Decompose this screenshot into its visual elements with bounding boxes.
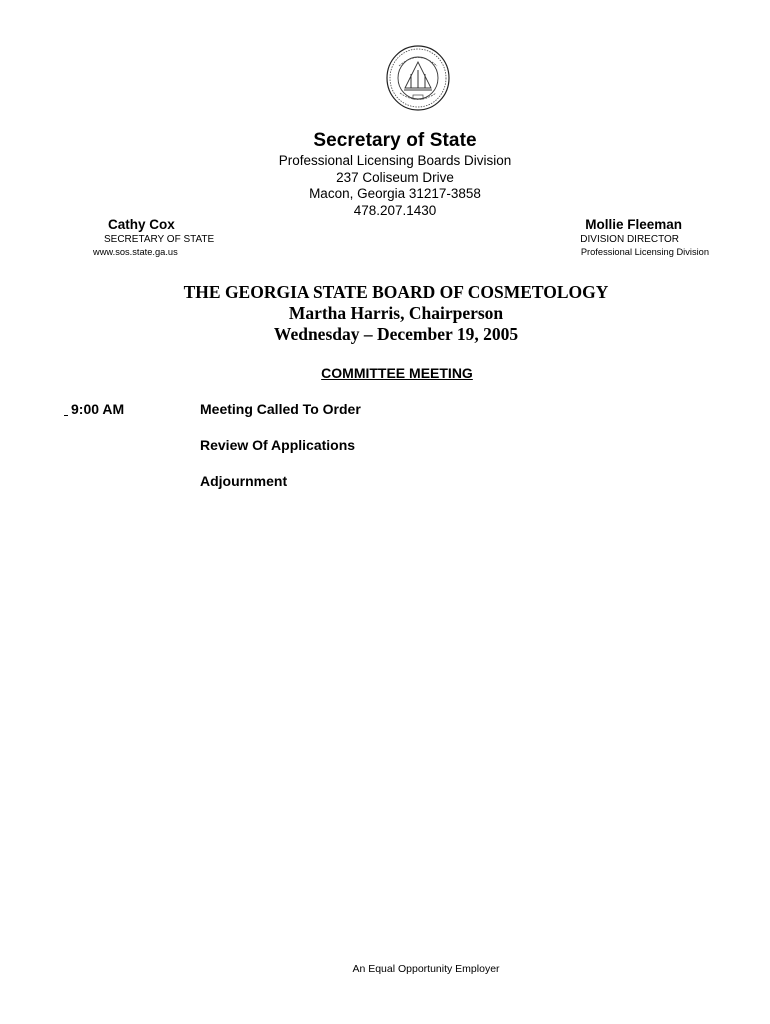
office-title: Secretary of State — [313, 130, 477, 151]
website-link[interactable]: www.sos.state.ga.us — [93, 247, 178, 257]
secretary-name: Cathy Cox — [108, 217, 175, 232]
agenda-item: Review Of Applications — [200, 437, 356, 453]
meeting-date: Wednesday – December 19, 2005 — [273, 324, 519, 344]
secretary-title: SECRETARY OF STATE — [104, 234, 215, 245]
division-name: Professional Licensing Boards Division — [278, 153, 512, 168]
state-seal-icon — [385, 44, 451, 112]
agenda-item: Adjournment — [200, 473, 288, 489]
phone-number: 478.207.1430 — [353, 202, 437, 218]
agenda-item: Meeting Called To Order — [200, 401, 361, 417]
director-title: DIVISION DIRECTOR — [580, 234, 679, 245]
director-division: Professional Licensing Division — [580, 247, 709, 257]
agenda-time: 9:00 AM — [71, 401, 125, 417]
meeting-type: COMMITTEE MEETING — [321, 365, 473, 381]
city-address: Macon, Georgia 31217-3858 — [309, 186, 481, 201]
footer-text: An Equal Opportunity Employer — [352, 963, 500, 975]
chairperson: Martha Harris, Chairperson — [288, 303, 504, 323]
time-underline-mark — [64, 415, 68, 416]
board-name: THE GEORGIA STATE BOARD OF COSMETOLOGY — [183, 282, 609, 302]
street-address: 237 Coliseum Drive — [336, 169, 454, 185]
director-name: Mollie Fleeman — [585, 217, 682, 232]
